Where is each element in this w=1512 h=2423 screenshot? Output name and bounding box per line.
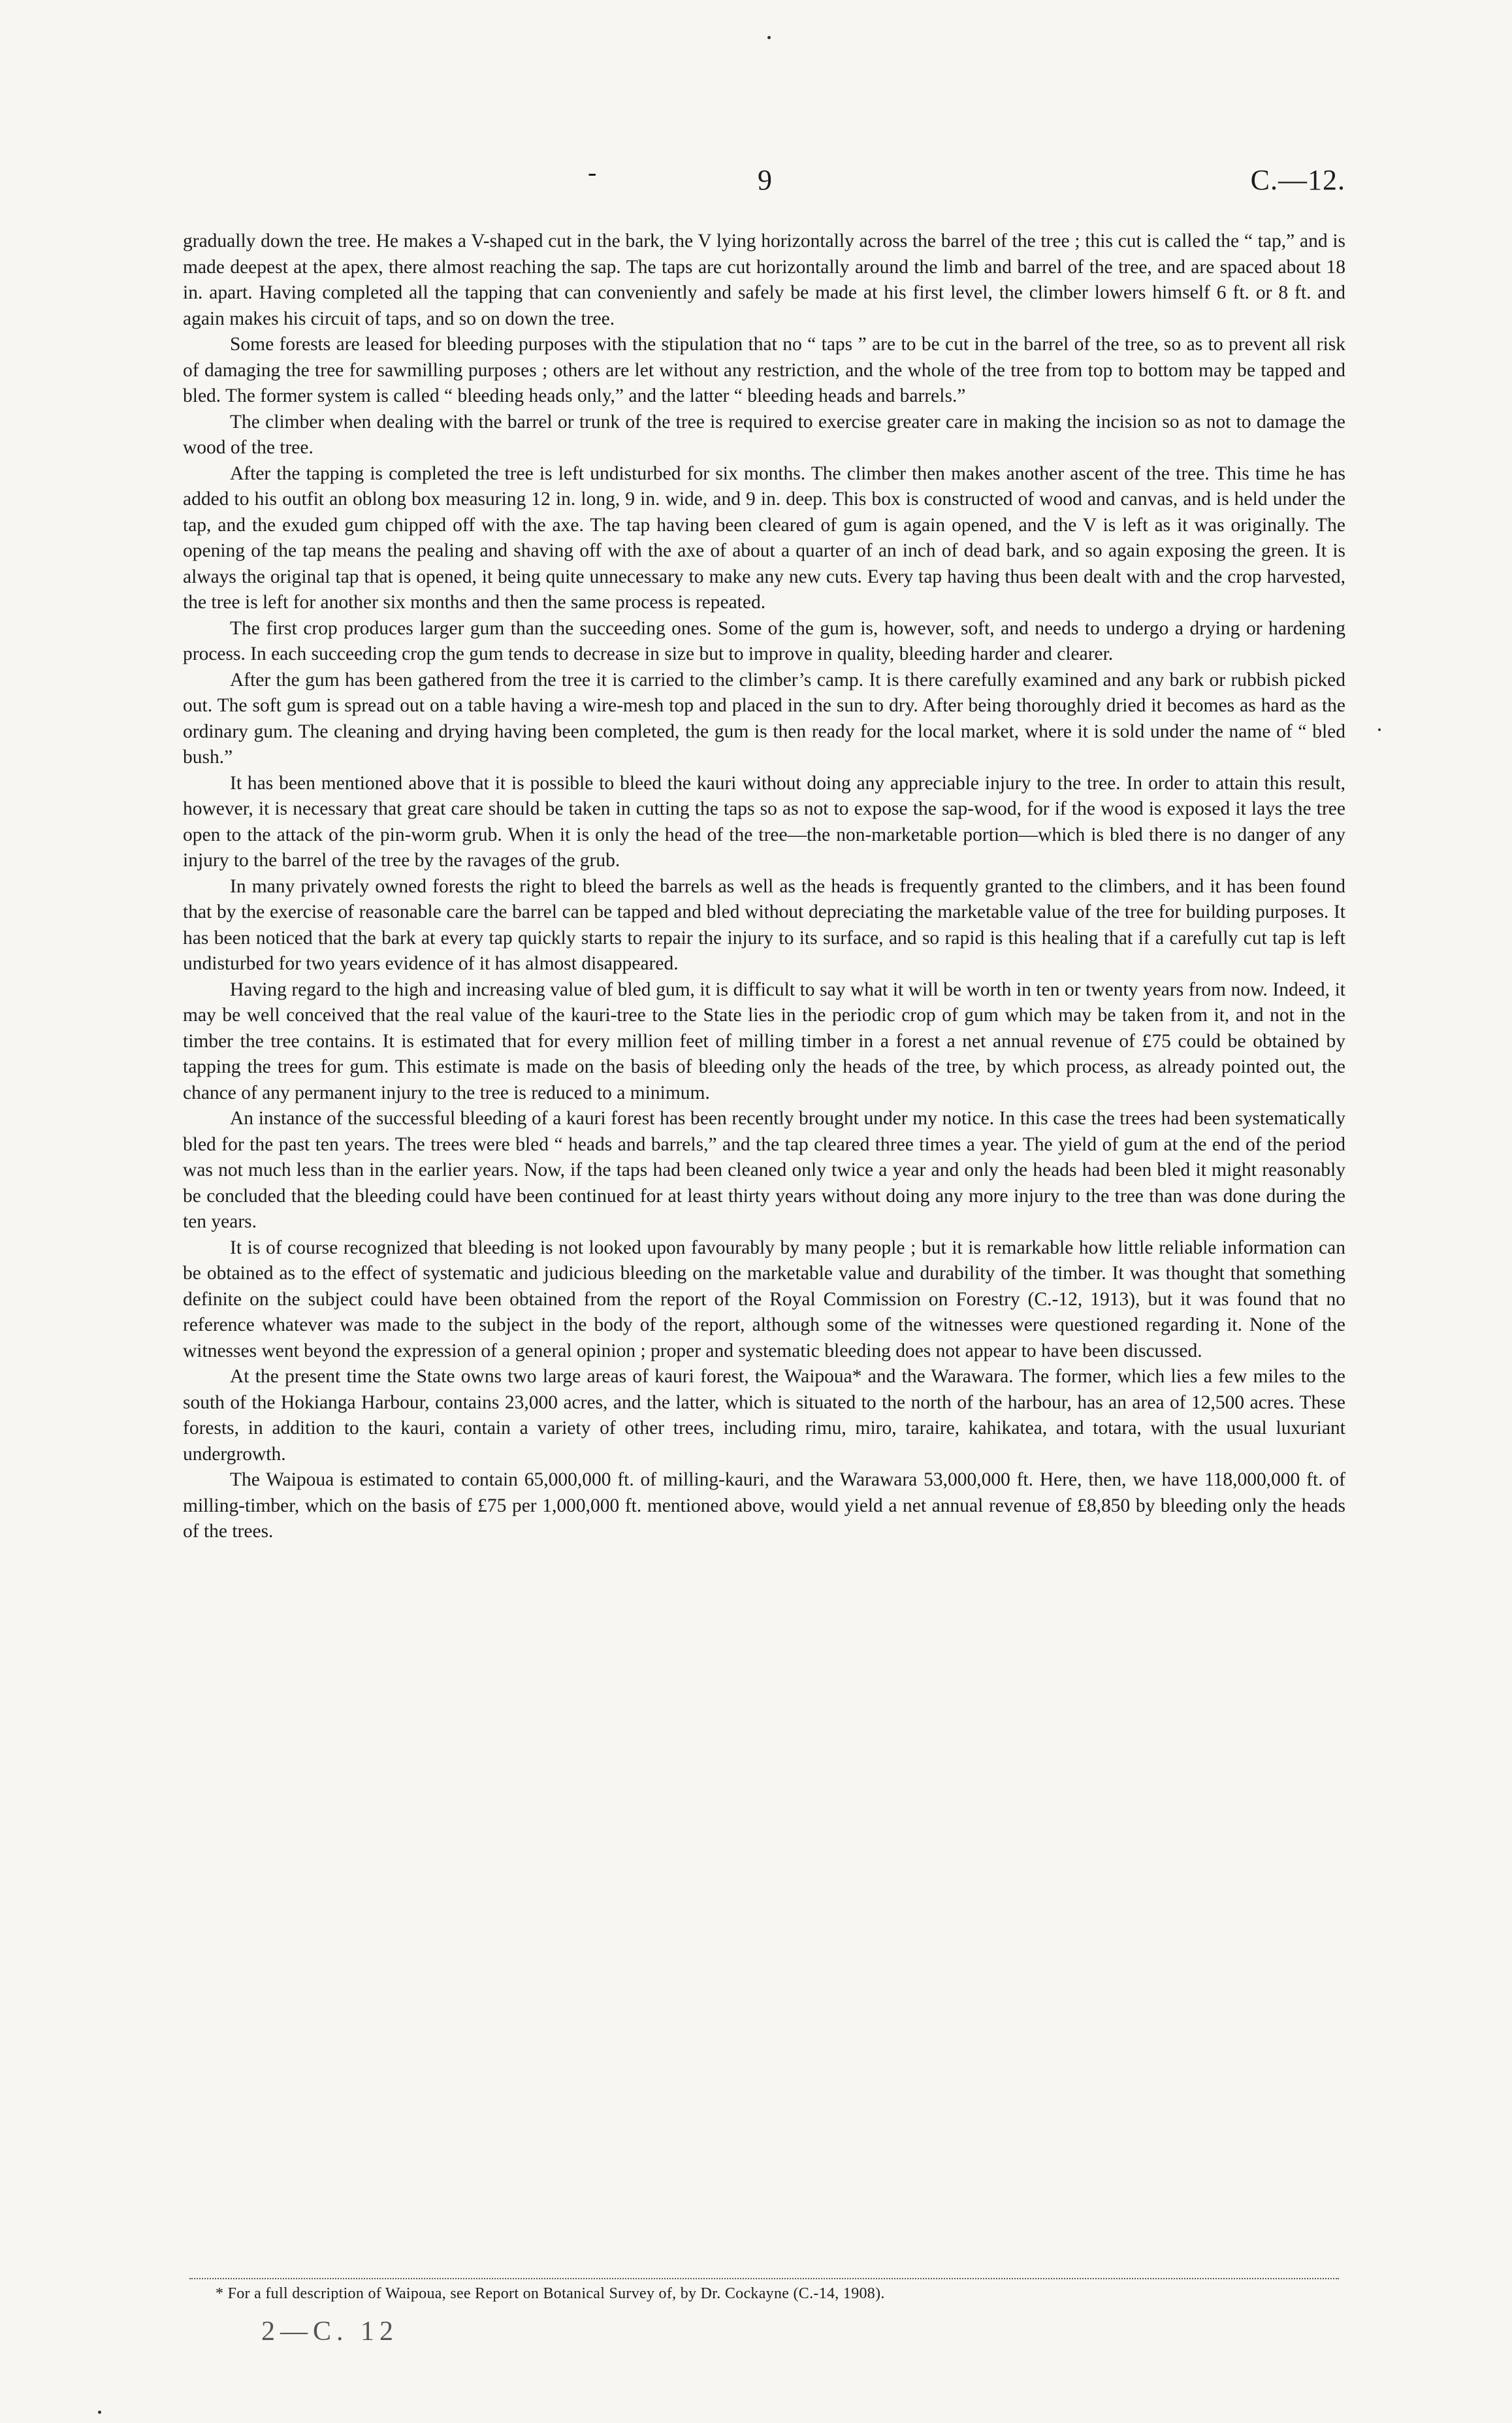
footnote: * For a full description of Waipoua, see Report on Botanical Survey of, by Dr. Cockayne (C.-14, 1908). [216,2285,885,2302]
paragraph-2: Some forests are leased for bleeding purposes with the stipulation that no “ taps ” are to be cut in the barrel of the tree, so as to prevent all risk of damaging the tree for sawmilling purposes ; others are let without any restriction, and the whole of the tree from top to bottom may be tapped and bled. The former system is called “ bleeding heads only,” and the latter “ bleeding heads and barrels.” [183,334,1345,406]
footnote-rule [189,2278,1339,2279]
paragraph-4: After the tapping is completed the tree is left undisturbed for six months. The climber then makes another ascent of the tree. This time he has added to his outfit an oblong box measuring 12 in. long, 9 in. wide, and 9 in. deep. This box is constructed of wood and canvas, and is held under the tap, and the exuded gum chipped off with the axe. The tap having been cleared of gum is again opened, and the V is left as it was originally. The opening of the tap means the pealing and shaving off with the axe of about a quarter of an inch of dead bark, and so again exposing the green. It is always the original tap that is opened, it being quite unnecessary to make any new cuts. Every tap having thus been dealt with and the crop harvested, the tree is left for another six months and then the same process is repeated. [183,463,1345,613]
page-header [183,157,1345,203]
paragraph-3: The climber when dealing with the barrel or trunk of the tree is required to exercise greater care in making the incision so as not to damage the wood of the tree. [183,411,1345,458]
page-number: 9 [758,164,772,196]
body-text [183,229,1345,1545]
paragraph-6: After the gum has been gathered from the tree it is carried to the climber’s camp. It is there carefully examined and any bark or rubbish picked out. The soft gum is spread out on a table having a wire-mesh top and placed in the sun to dry. After being thoroughly dried it becomes as hard as the ordinary gum. The cleaning and drying having been completed, the gum is then ready for the local market, where it is sold under the name of “ bled bush.” [183,669,1345,768]
paragraph-11: It is of course recognized that bleeding is not looked upon favourably by many people ; but it is remarkable how little reliable information can be obtained as to the effect of systematic and judicious bleeding on the marketable value and durability of the timber. It was thought that something definite on the subject could have been obtained from the report of the Royal Commission on Forestry (C.-12, 1913), but it was found that no reference whatever was made to the subject in the body of the report, although some of the witnesses were questioned regarding it. None of the witnesses went beyond the expression of a general opinion ; proper and systematic bleeding does not appear to have been discussed. [183,1237,1345,1361]
paragraph-12: At the present time the State owns two large areas of kauri forest, the Waipoua* and the Warawara. The former, which lies a few miles to the south of the Hokianga Harbour, contains 23,000 acres, and the latter, which is situated to the north of the harbour, has an area of 12,500 acres. These forests, in addition to the kauri, contain a variety of other trees, including rimu, miro, taraire, kahikatea, and totara, with the usual luxuriant undergrowth. [183,1366,1345,1465]
paragraph-1: gradually down the tree. He makes a V-shaped cut in the bark, the V lying horizontally across the barrel of the tree ; this cut is called the “ tap,” and is made deepest at the apex, there almost reaching the sap. The taps are cut horizontally around the limb and barrel of the tree, and are spaced about 18 in. apart. Having completed all the tapping that can conveniently and safely be made at his first level, the climber lowers himself 6 ft. or 8 ft. and again makes his circuit of taps, and so on down the tree. [183,231,1345,329]
document-reference: C.—12. [1250,164,1345,196]
paragraph-5: The first crop produces larger gum than the succeeding ones. Some of the gum is, however, soft, and needs to undergo a drying or hardening process. In each succeeding crop the gum tends to decrease in size but to improve in quality, bleeding harder and clearer. [183,617,1345,664]
scan-speck [767,36,771,39]
signature-mark: 2—C. 12 [261,2317,399,2347]
paragraph-9: Having regard to the high and increasing value of bled gum, it is difficult to say what it will be worth in ten or twenty years from now. Indeed, it may be well conceived that the real value of the kauri-tree to the State lies in the periodic crop of gum which may be taken from it, and not in the timber the tree contains. It is estimated that for every million feet of milling timber in a forest a net annual revenue of £75 could be obtained by tapping the trees for gum. This estimate is made on the basis of bleeding only the heads of the tree, by which process, as already pointed out, the chance of any permanent injury to the tree is reduced to a minimum. [183,979,1345,1103]
header-dash: - [588,157,597,187]
paragraph-7: It has been mentioned above that it is possible to bleed the kauri without doing any appreciable injury to the tree. In order to attain this result, however, it is necessary that great care should be taken in cutting the taps so as not to expose the sap-wood, for if the wood is exposed it lays the tree open to the attack of the pin-worm grub. When it is only the head of the tree—the non-marketable portion—which is bled there is no danger of any injury to the barrel of the tree by the ravages of the grub. [183,772,1345,871]
paragraph-10: An instance of the successful bleeding of a kauri forest has been recently brought under my notice. In this case the trees had been systematically bled for the past ten years. The trees were bled “ heads and barrels,” and the tap cleared three times a year. The yield of gum at the end of the period was not much less than in the earlier years. Now, if the taps had been cleaned only twice a year and only the heads had been bled it might reasonably be concluded that the bleeding could have been continued for at least thirty years without doing any more injury to the tree than was done during the ten years. [183,1108,1345,1232]
scan-speck [1378,728,1381,731]
paragraph-13: The Waipoua is estimated to contain 65,000,000 ft. of milling-kauri, and the Warawara 53,000,000 ft. Here, then, we have 118,000,000 ft. of milling-timber, which on the basis of £75 per 1,000,000 ft. mentioned above, would yield a net annual revenue of £8,850 by bleeding only the heads of the trees. [183,1469,1345,1542]
scan-speck [98,2411,101,2414]
paragraph-8: In many privately owned forests the right to bleed the barrels as well as the heads is frequently granted to the climbers, and it has been found that by the exercise of reasonable care the barrel can be tapped and bled without depreciating the marketable value of the tree for building purposes. It has been noticed that the bark at every tap quickly starts to repair the injury to its surface, and so rapid is this healing that if a carefully cut tap is left undisturbed for two years evidence of it has almost disappeared. [183,875,1345,974]
